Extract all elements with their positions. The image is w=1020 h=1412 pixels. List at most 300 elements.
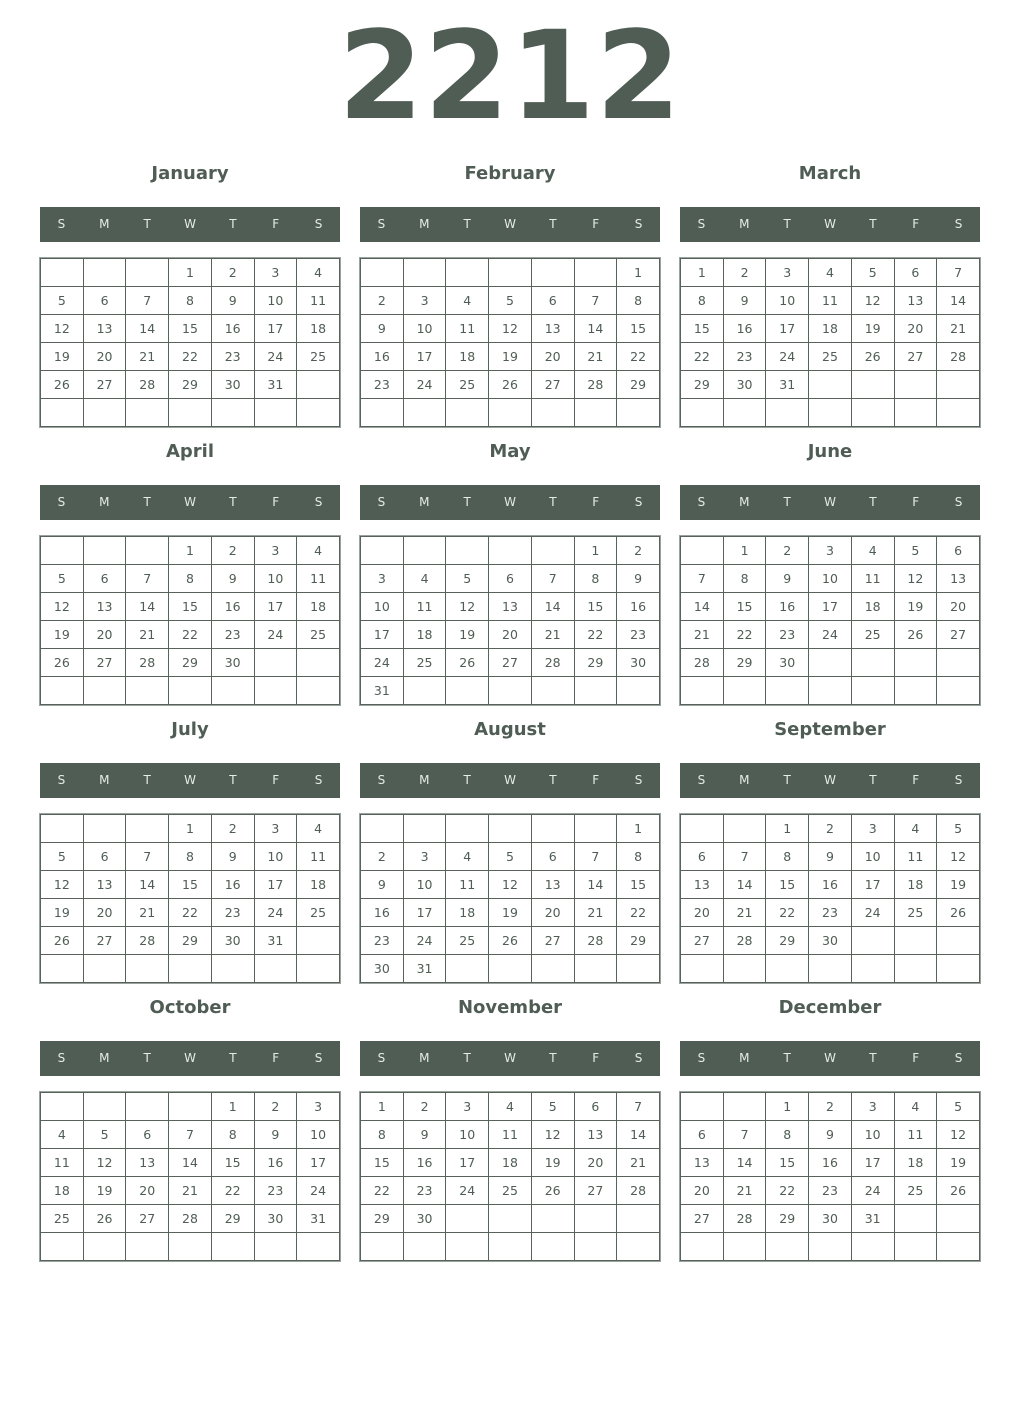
week-row — [41, 871, 340, 899]
day-cell: 29 — [574, 649, 617, 677]
day-cell: 27 — [83, 927, 126, 955]
day-cell: 6 — [489, 565, 532, 593]
week-row — [41, 537, 340, 565]
day-cell — [681, 537, 724, 565]
day-cell: 26 — [489, 927, 532, 955]
day-cell — [41, 1093, 84, 1121]
week-row — [681, 1205, 980, 1233]
day-cell: 24 — [254, 621, 297, 649]
week-row — [361, 677, 660, 705]
weekday-label: S — [377, 773, 386, 787]
day-cell — [723, 955, 766, 983]
weekday-label: F — [592, 1051, 600, 1065]
week-row — [361, 649, 660, 677]
day-cell: 13 — [83, 871, 126, 899]
day-cell: 27 — [489, 649, 532, 677]
week-row — [41, 565, 340, 593]
day-cell: 8 — [169, 843, 212, 871]
day-cell: 7 — [126, 287, 169, 315]
day-cell: 30 — [809, 1205, 852, 1233]
weekday-header — [680, 763, 980, 798]
weekday-label: W — [824, 495, 836, 509]
weekday-label: T — [549, 217, 557, 231]
week-row — [41, 343, 340, 371]
day-cell: 24 — [297, 1177, 340, 1205]
day-cell — [766, 1233, 809, 1261]
day-cell — [531, 259, 574, 287]
day-cell: 6 — [83, 287, 126, 315]
day-cell: 17 — [254, 593, 297, 621]
day-cell — [851, 371, 894, 399]
day-cell: 3 — [297, 1093, 340, 1121]
day-cell: 21 — [681, 621, 724, 649]
day-cell: 9 — [361, 871, 404, 899]
day-cell: 17 — [403, 343, 446, 371]
week-row — [681, 593, 980, 621]
day-cell — [83, 537, 126, 565]
week-row — [41, 677, 340, 705]
day-cell: 3 — [851, 815, 894, 843]
day-cell: 6 — [894, 259, 937, 287]
weekday-label: W — [184, 773, 196, 787]
day-cell: 19 — [446, 621, 489, 649]
day-cell: 10 — [446, 1121, 489, 1149]
day-cell — [83, 955, 126, 983]
day-cell — [41, 259, 84, 287]
day-cell: 21 — [531, 621, 574, 649]
weekday-label: S — [314, 1051, 323, 1065]
day-cell — [531, 677, 574, 705]
day-cell: 20 — [83, 621, 126, 649]
day-cell: 9 — [723, 287, 766, 315]
weekday-label: W — [824, 217, 836, 231]
day-cell: 31 — [254, 927, 297, 955]
day-cell: 2 — [809, 815, 852, 843]
day-cell: 28 — [126, 371, 169, 399]
day-cell: 12 — [41, 871, 84, 899]
day-cell: 3 — [403, 287, 446, 315]
week-row — [41, 315, 340, 343]
day-cell: 1 — [211, 1093, 254, 1121]
day-cell: 14 — [531, 593, 574, 621]
day-cell: 2 — [403, 1093, 446, 1121]
day-cell: 7 — [574, 843, 617, 871]
day-cell — [361, 399, 404, 427]
weekday-label: T — [783, 1051, 791, 1065]
day-cell: 13 — [574, 1121, 617, 1149]
day-cell: 19 — [41, 899, 84, 927]
day-cell: 29 — [681, 371, 724, 399]
weekday-label: F — [592, 495, 600, 509]
day-cell: 22 — [211, 1177, 254, 1205]
day-cell: 19 — [489, 343, 532, 371]
day-cell: 6 — [126, 1121, 169, 1149]
weekday-label: S — [634, 217, 643, 231]
day-cell — [531, 955, 574, 983]
weekday-label: F — [912, 1051, 920, 1065]
day-cell: 8 — [361, 1121, 404, 1149]
day-cell — [446, 537, 489, 565]
day-cell: 24 — [809, 621, 852, 649]
weekday-label: M — [99, 773, 110, 787]
day-cell: 24 — [254, 343, 297, 371]
day-cell — [403, 1233, 446, 1261]
weekday-label: M — [419, 1051, 430, 1065]
day-cell: 17 — [851, 871, 894, 899]
day-cell — [809, 1233, 852, 1261]
day-cell: 19 — [531, 1149, 574, 1177]
weekday-label: T — [463, 1051, 471, 1065]
week-row — [361, 1233, 660, 1261]
day-cell: 15 — [766, 1149, 809, 1177]
day-cell: 11 — [41, 1149, 84, 1177]
day-cell — [723, 1233, 766, 1261]
day-cell: 10 — [254, 565, 297, 593]
day-cell: 2 — [361, 287, 404, 315]
day-cell: 22 — [169, 343, 212, 371]
day-cell — [531, 1233, 574, 1261]
day-cell: 31 — [851, 1205, 894, 1233]
day-cell: 15 — [211, 1149, 254, 1177]
day-cell — [766, 955, 809, 983]
day-cell: 16 — [361, 899, 404, 927]
week-row — [681, 371, 980, 399]
day-cell: 4 — [41, 1121, 84, 1149]
day-cell: 6 — [83, 565, 126, 593]
day-cell: 19 — [937, 1149, 980, 1177]
day-cell — [126, 399, 169, 427]
day-cell — [254, 677, 297, 705]
day-cell: 23 — [809, 1177, 852, 1205]
weekday-label: S — [314, 217, 323, 231]
day-cell: 1 — [169, 537, 212, 565]
day-cell: 12 — [489, 315, 532, 343]
week-row — [361, 371, 660, 399]
month-title: November — [457, 997, 563, 1018]
day-cell: 6 — [574, 1093, 617, 1121]
weekday-label: S — [57, 217, 66, 231]
month-february — [360, 162, 660, 432]
day-cell: 3 — [766, 259, 809, 287]
day-cell: 18 — [894, 871, 937, 899]
weekday-label: S — [57, 773, 66, 787]
day-cell: 13 — [937, 565, 980, 593]
day-cell: 27 — [574, 1177, 617, 1205]
day-cell — [169, 677, 212, 705]
day-cell — [894, 927, 937, 955]
day-cell: 2 — [766, 537, 809, 565]
day-cell: 10 — [766, 287, 809, 315]
day-cell — [617, 399, 660, 427]
day-cell: 14 — [126, 871, 169, 899]
weekday-label: S — [634, 495, 643, 509]
day-cell: 2 — [617, 537, 660, 565]
day-cell — [446, 1233, 489, 1261]
day-cell: 31 — [254, 371, 297, 399]
day-cell — [446, 399, 489, 427]
day-cell: 18 — [851, 593, 894, 621]
weekday-label: T — [549, 1051, 557, 1065]
day-cell: 26 — [41, 649, 84, 677]
month-november — [360, 996, 660, 1266]
day-cell: 9 — [211, 843, 254, 871]
day-cell: 25 — [403, 649, 446, 677]
day-cell: 29 — [211, 1205, 254, 1233]
day-cell: 18 — [297, 593, 340, 621]
day-cell: 26 — [446, 649, 489, 677]
weekday-label: M — [99, 217, 110, 231]
week-row — [361, 1149, 660, 1177]
day-cell: 9 — [809, 843, 852, 871]
day-cell — [489, 399, 532, 427]
day-cell: 26 — [41, 371, 84, 399]
day-cell: 4 — [297, 815, 340, 843]
day-cell: 26 — [83, 1205, 126, 1233]
day-cell: 29 — [361, 1205, 404, 1233]
week-row — [681, 843, 980, 871]
day-cell — [574, 677, 617, 705]
day-cell: 28 — [531, 649, 574, 677]
day-cell: 18 — [297, 315, 340, 343]
day-cell: 25 — [446, 927, 489, 955]
day-cell — [617, 677, 660, 705]
day-cell — [41, 537, 84, 565]
day-cell: 27 — [681, 1205, 724, 1233]
day-cell — [83, 1093, 126, 1121]
week-row — [41, 843, 340, 871]
day-cell — [574, 815, 617, 843]
day-cell: 13 — [83, 593, 126, 621]
week-row — [41, 399, 340, 427]
day-cell: 28 — [681, 649, 724, 677]
day-cell: 13 — [681, 871, 724, 899]
day-cell: 23 — [361, 371, 404, 399]
week-row — [681, 955, 980, 983]
day-grid — [360, 1092, 660, 1261]
day-cell: 25 — [41, 1205, 84, 1233]
month-december — [680, 996, 980, 1266]
day-cell — [211, 1233, 254, 1261]
day-cell: 11 — [489, 1121, 532, 1149]
week-row — [361, 1177, 660, 1205]
day-cell: 6 — [531, 287, 574, 315]
day-cell — [297, 1233, 340, 1261]
day-cell: 31 — [297, 1205, 340, 1233]
day-cell: 21 — [723, 899, 766, 927]
day-cell: 17 — [446, 1149, 489, 1177]
weekday-label: F — [912, 495, 920, 509]
day-grid — [680, 1092, 980, 1261]
week-row — [681, 537, 980, 565]
day-cell: 8 — [766, 843, 809, 871]
day-cell: 12 — [894, 565, 937, 593]
day-cell: 8 — [681, 287, 724, 315]
week-row — [681, 343, 980, 371]
day-cell: 24 — [361, 649, 404, 677]
day-cell: 12 — [531, 1121, 574, 1149]
day-cell — [403, 677, 446, 705]
week-row — [41, 649, 340, 677]
day-cell: 19 — [83, 1177, 126, 1205]
day-cell: 8 — [617, 287, 660, 315]
day-cell: 12 — [851, 287, 894, 315]
day-cell: 30 — [403, 1205, 446, 1233]
day-cell — [681, 955, 724, 983]
day-cell: 31 — [403, 955, 446, 983]
day-cell: 12 — [446, 593, 489, 621]
day-cell: 15 — [617, 871, 660, 899]
week-row — [361, 399, 660, 427]
weekday-label: M — [739, 773, 750, 787]
weekday-label: T — [869, 217, 877, 231]
day-cell: 24 — [403, 371, 446, 399]
day-cell — [297, 677, 340, 705]
weekday-label: M — [739, 495, 750, 509]
day-cell: 1 — [169, 815, 212, 843]
day-cell — [851, 927, 894, 955]
day-cell: 3 — [254, 537, 297, 565]
day-cell: 27 — [937, 621, 980, 649]
day-cell: 19 — [851, 315, 894, 343]
day-cell: 23 — [361, 927, 404, 955]
weekday-label: T — [143, 773, 151, 787]
day-cell — [894, 649, 937, 677]
day-cell: 26 — [531, 1177, 574, 1205]
weekday-header — [680, 207, 980, 242]
day-cell — [83, 677, 126, 705]
day-cell: 4 — [894, 1093, 937, 1121]
day-cell — [681, 1233, 724, 1261]
week-row — [41, 955, 340, 983]
day-cell: 9 — [254, 1121, 297, 1149]
day-cell — [126, 259, 169, 287]
week-row — [361, 1093, 660, 1121]
weekday-label: S — [57, 495, 66, 509]
day-cell — [83, 1233, 126, 1261]
week-row — [361, 955, 660, 983]
day-cell: 24 — [766, 343, 809, 371]
day-cell: 23 — [617, 621, 660, 649]
month-title: February — [464, 163, 556, 184]
weekday-label: T — [143, 217, 151, 231]
day-cell: 21 — [937, 315, 980, 343]
day-cell — [489, 955, 532, 983]
day-cell: 23 — [723, 343, 766, 371]
weekday-label: T — [549, 495, 557, 509]
week-row — [41, 259, 340, 287]
day-grid — [40, 1092, 340, 1261]
day-cell — [809, 955, 852, 983]
day-cell: 4 — [403, 565, 446, 593]
day-cell — [211, 677, 254, 705]
day-cell: 5 — [446, 565, 489, 593]
day-cell — [403, 815, 446, 843]
week-row — [681, 899, 980, 927]
day-cell — [723, 1093, 766, 1121]
day-cell: 30 — [723, 371, 766, 399]
day-cell: 10 — [851, 1121, 894, 1149]
day-cell: 4 — [297, 259, 340, 287]
week-row — [41, 899, 340, 927]
day-cell: 30 — [211, 927, 254, 955]
day-cell: 26 — [851, 343, 894, 371]
day-cell: 23 — [403, 1177, 446, 1205]
day-cell — [937, 399, 980, 427]
day-cell — [41, 677, 84, 705]
day-cell: 30 — [766, 649, 809, 677]
weekday-label: S — [954, 217, 963, 231]
day-cell: 21 — [126, 343, 169, 371]
day-cell: 16 — [211, 593, 254, 621]
day-cell — [851, 677, 894, 705]
day-cell: 14 — [574, 315, 617, 343]
day-cell: 20 — [574, 1149, 617, 1177]
day-cell: 28 — [617, 1177, 660, 1205]
week-row — [41, 593, 340, 621]
day-cell: 29 — [766, 927, 809, 955]
weekday-label: M — [739, 1051, 750, 1065]
day-cell: 25 — [809, 343, 852, 371]
day-cell: 1 — [766, 815, 809, 843]
day-cell: 27 — [531, 371, 574, 399]
day-cell: 20 — [531, 899, 574, 927]
week-row — [681, 649, 980, 677]
week-row — [681, 815, 980, 843]
day-cell: 29 — [617, 927, 660, 955]
day-cell — [41, 1233, 84, 1261]
weekday-label: T — [463, 495, 471, 509]
day-cell: 12 — [937, 1121, 980, 1149]
day-cell: 4 — [489, 1093, 532, 1121]
week-row — [41, 1177, 340, 1205]
day-cell: 22 — [169, 899, 212, 927]
weekday-label: S — [377, 1051, 386, 1065]
day-cell: 11 — [297, 843, 340, 871]
day-cell: 12 — [83, 1149, 126, 1177]
day-cell: 6 — [681, 1121, 724, 1149]
day-cell: 10 — [361, 593, 404, 621]
weekday-label: T — [549, 773, 557, 787]
day-cell: 4 — [446, 287, 489, 315]
day-cell: 21 — [169, 1177, 212, 1205]
week-row — [41, 1121, 340, 1149]
day-cell: 25 — [894, 1177, 937, 1205]
weekday-label: M — [739, 217, 750, 231]
day-cell: 25 — [894, 899, 937, 927]
day-cell: 9 — [403, 1121, 446, 1149]
week-row — [681, 927, 980, 955]
week-row — [361, 871, 660, 899]
day-cell: 3 — [446, 1093, 489, 1121]
month-july — [40, 718, 340, 988]
day-cell: 13 — [531, 315, 574, 343]
day-cell — [894, 1205, 937, 1233]
day-cell: 15 — [169, 315, 212, 343]
week-row — [361, 843, 660, 871]
day-cell: 16 — [809, 1149, 852, 1177]
day-cell: 16 — [403, 1149, 446, 1177]
day-cell: 23 — [766, 621, 809, 649]
day-cell: 29 — [169, 649, 212, 677]
day-cell: 17 — [851, 1149, 894, 1177]
day-cell: 29 — [617, 371, 660, 399]
day-cell: 11 — [297, 565, 340, 593]
weekday-label: S — [314, 495, 323, 509]
day-cell: 6 — [681, 843, 724, 871]
day-cell: 29 — [723, 649, 766, 677]
day-cell: 13 — [83, 315, 126, 343]
weekday-label: T — [143, 495, 151, 509]
